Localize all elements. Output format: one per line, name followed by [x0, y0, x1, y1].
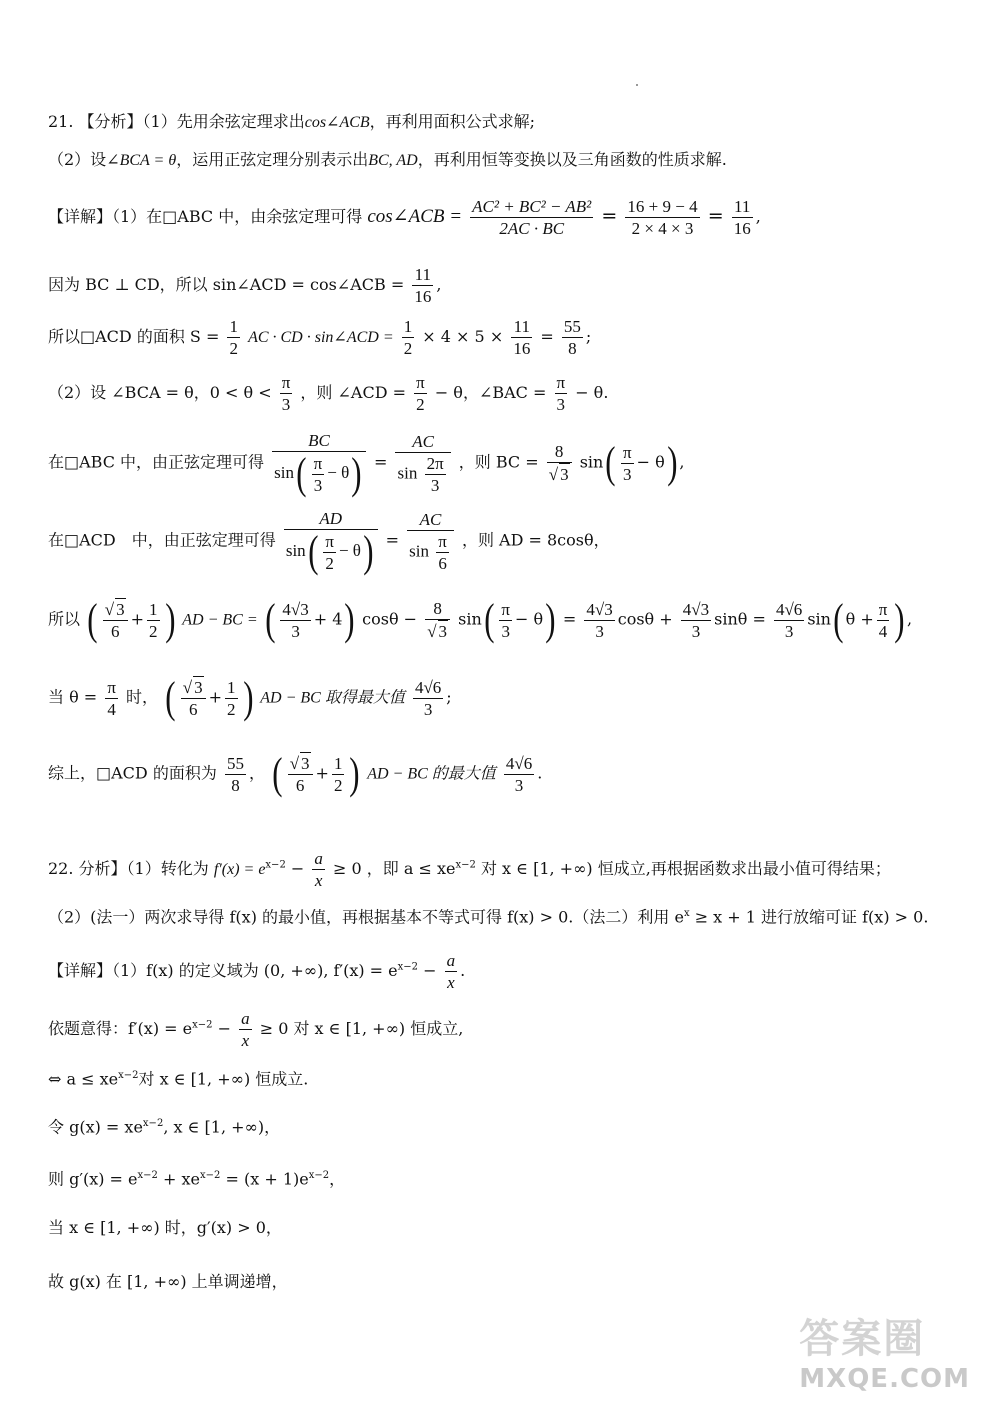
q22-detail-line4: 令 $g(x) = xe^{x-2}$, x ∈ [1, +∞)，	[48, 1117, 281, 1137]
q21-because-line: 因为 BC ⊥ CD，所以 sin∠ACD = cos∠ACB = $\frac{11}{16}$ ,	[48, 265, 442, 306]
fraction: $\frac{55}{8}$	[563, 317, 581, 358]
q21-sine-abc-line: 在□ABC 中，由正弦定理可得 BC sin( $\frac{\pi}{3}$ − θ) = AC sin $\frac{2\pi}{3}$ ，则 BC = $\frac{8}{√ 3}$ sin( $\frac{\pi}{3}$ − θ) ,	[48, 431, 685, 498]
fraction: $\frac{\pi}{2}$	[416, 373, 425, 414]
watermark-logo: 答案圈	[799, 1316, 926, 1362]
fraction: $\frac{8}{√ 3}$	[547, 441, 572, 485]
stray-dot	[636, 84, 638, 86]
fraction: $\frac{11}{16}$	[414, 265, 432, 306]
q22-detail-line6: 当 x ∈ [1, +∞) 时，g′(x) > 0，	[48, 1218, 282, 1237]
q21-detail-line1: 【详解】（1）在□ABC 中，由余弦定理可得 cos∠ACB = $\frac{\text{AC² + BC² − AB²}}{2AC \cdot BC}$ = $\frac{16 + 9 - 4}{2 \times 4 \times 3}$ = $\frac{11}{16}$ ,	[48, 197, 761, 238]
q22-detail-line5: 则 $g'(x) = e^{x-2} + xe^{x-2} = (x + 1)e^{x-2}$，	[48, 1169, 346, 1189]
fraction: $\frac{11}{16}$	[513, 317, 531, 358]
fraction: AD sin( $\frac{\pi}{2}$ − θ)	[284, 508, 378, 574]
watermark-url: MXQE.COM	[799, 1364, 970, 1394]
fraction: $\frac{11}{16}$	[733, 197, 751, 238]
q21-area-line: 所以□ACD 的面积 S = $\frac{1}{2}$ AC · CD · sin∠ACD = $\frac{1}{2}$ × 4 × 5 × $\frac{11}{16}$ = $\frac{55}{8}$ ;	[48, 317, 592, 358]
q21-sum-line: 所以 ( $\frac{√ 3}{6}$ + $\frac{1}{2}$ ) AD − BC = ( $\frac{4√3}{3}$ + 4) cosθ − $\frac{8}{√ 3}$ sin( $\frac{\pi}{3}$ − θ) = $\frac{4√3}{3}$ cosθ + $\frac{4√3}{3}$ sinθ = $\frac{4√6}{3}$ sin( θ + $\frac{\pi}{4}$ ) ,	[48, 595, 913, 644]
q22-detail-line2: 依题意得：$f'(x) = e^{x-2}$ − $\frac{a}{x}$ ≥ 0 对 x ∈ [1, +∞) 恒成立,	[48, 1009, 464, 1050]
q22-detail-line3: ⇔ $a \le xe^{x-2}$对 x ∈ [1, +∞) 恒成立.	[48, 1069, 309, 1089]
fraction: $\frac{1}{2}$	[229, 317, 238, 358]
q21-sine-acd-line: 在□ACD 中，由正弦定理可得 AD sin( $\frac{\pi}{2}$ − θ) = AC sin $\frac{\pi}{6}$ ，则 AD = 8cosθ，	[48, 509, 610, 576]
q22-detail-line1: 【详解】（1）f(x) 的定义域为 (0, +∞), $f'(x) = e^{x-2}$ − $\frac{a}{x}$ .	[48, 951, 466, 992]
fraction: AC sin $\frac{\pi}{6}$	[407, 509, 454, 574]
q21-analysis-line1: 21. 【分析】（1）先用余弦定理求出cos∠ACB，再利用面积公式求解;	[48, 112, 536, 131]
q22-detail-line7: 故 g(x) 在 [1, +∞) 上单调递增，	[48, 1272, 288, 1291]
q21-when-line: 当 θ = $\frac{\pi}{4}$ 时， ( $\frac{√ 3}{6}$ + $\frac{1}{2}$ ) AD − BC 取得最大值 $\frac{4√6}{3}$ ;	[48, 673, 452, 722]
q21-part2-line: （2）设 ∠BCA = θ，0 < θ < $\frac{\pi}{3}$ ，则 ∠ACD = $\frac{\pi}{2}$ − θ，∠BAC = $\frac{\pi}{3}$ − θ.	[48, 373, 609, 414]
fraction: $\frac{\pi}{3}$	[281, 373, 291, 414]
watermark	[799, 1307, 970, 1394]
q22-analysis-line1: 22. 分析】（1）转化为 $f'(x) = e^{x-2}$ − $\frac{a}{x}$ ≥ 0 ，即 $a \le xe^{x-2}$ 对 x ∈ [1, +∞) 恒成立,再根据函数求出最小值可得结果；	[48, 849, 891, 890]
fraction: $\frac{\pi}{3}$	[556, 373, 566, 414]
fraction: $\frac{1}{2}$	[403, 317, 413, 358]
fraction: BC sin( $\frac{\pi}{3}$ − θ)	[272, 430, 366, 496]
fraction: $\frac{\text{AC² + BC² − AB²}}{2AC \cdot BC}$	[472, 197, 592, 238]
q21-summary-line: 综上，□ACD 的面积为 $\frac{55}{8}$ ， ( $\frac{√ 3}{6}$ + $\frac{1}{2}$ ) AD − BC 的最大值 $\frac{4√6}{3}$ .	[48, 749, 543, 798]
fraction: $\frac{16 + 9 - 4}{2 \times 4 \times 3}$	[627, 197, 698, 238]
fraction: AC sin $\frac{2\pi}{3}$	[395, 431, 450, 496]
q21-analysis-line2: （2）设∠BCA = θ，运用正弦定理分别表示出BC, AD，再利用恒等变换以及三角函数的性质求解.	[48, 150, 727, 169]
q22-analysis-line2: （2）(法一）两次求导得 f(x) 的最小值，再根据基本不等式可得 f(x) > 0.（法二）利用 $e^x \ge x + 1$ 进行放缩可证 f(x) > 0.	[48, 907, 929, 927]
